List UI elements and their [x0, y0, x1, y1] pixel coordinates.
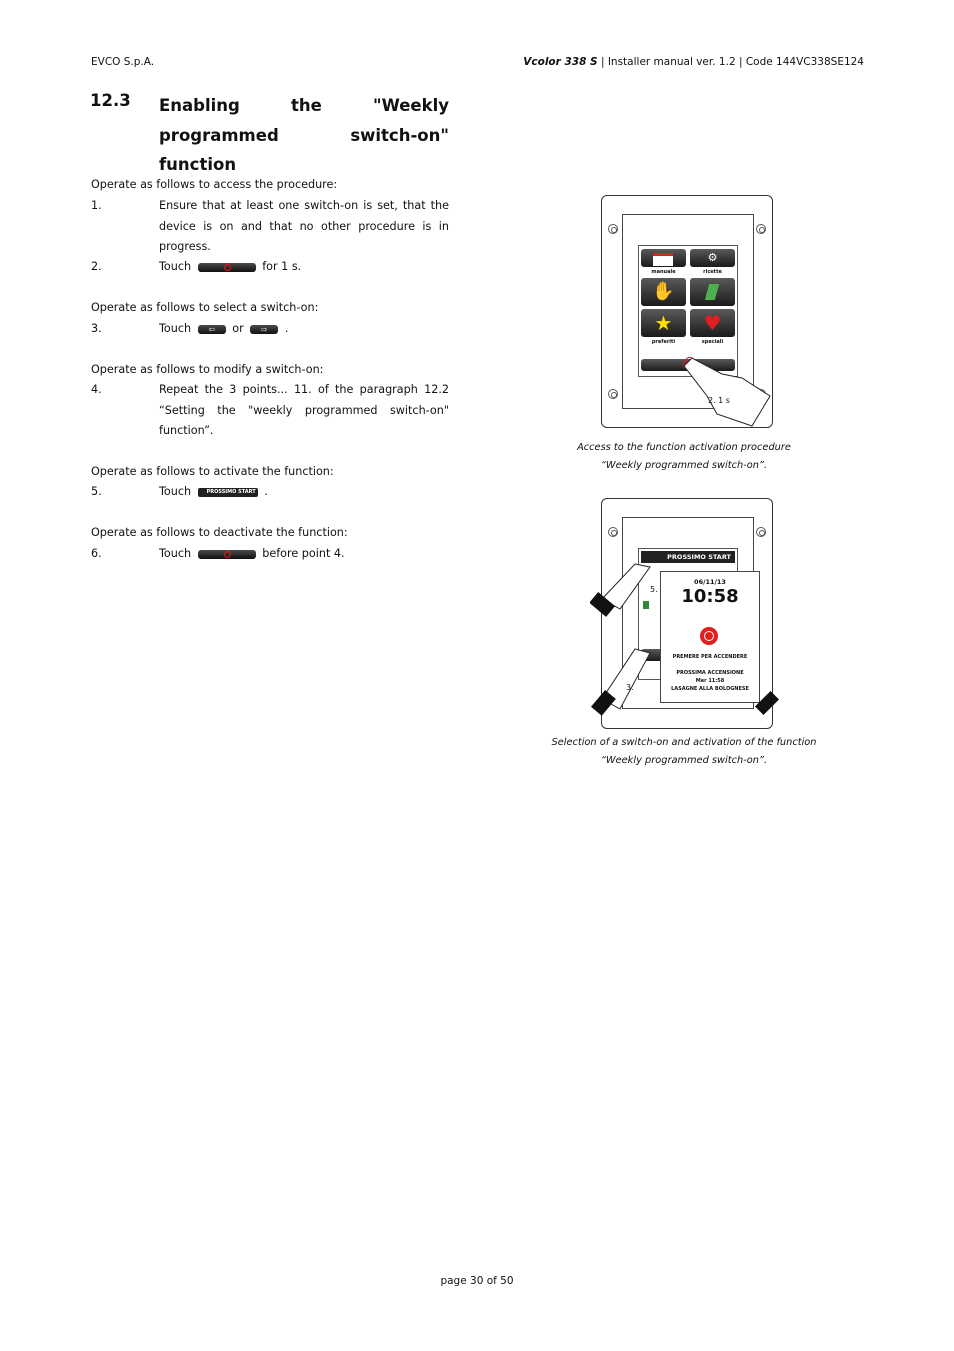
step-number: 2. — [91, 260, 102, 273]
modify-intro: Operate as follows to modify a switch-on: — [91, 363, 324, 376]
tile-label: manuale — [651, 269, 676, 275]
hand-icon: ✋ — [641, 278, 686, 306]
header-document-info — [523, 56, 864, 68]
step-text — [159, 319, 449, 340]
step-text — [159, 482, 449, 503]
step-or-label: or — [232, 322, 244, 335]
finger-press-icon — [590, 639, 660, 719]
arrow-left-icon: ⇦ — [198, 325, 226, 334]
step-text — [159, 257, 449, 278]
caption-line: “Weekly programmed switch-on”. — [600, 755, 768, 766]
access-intro: Operate as follows to access the procedure: — [91, 178, 338, 191]
step-text: Repeat the 3 points... 11. of the paragraph 12.2 “Setting the "weekly programmed switch-on" function”. — [159, 383, 449, 437]
section-number: 12.3 — [90, 91, 131, 110]
screw-icon — [756, 527, 766, 537]
deactivate-intro: Operate as follows to deactivate the function: — [91, 526, 348, 539]
calendar-icon — [641, 249, 686, 267]
activate-intro: Operate as follows to activate the function: — [91, 465, 334, 478]
step-end-label: . — [264, 485, 268, 498]
gear-icon: ⚙ — [690, 249, 735, 267]
screw-icon — [608, 389, 618, 399]
overlay-next-label: PROSSIMA ACCENSIONE — [676, 670, 744, 676]
step-touch-label: Touch — [159, 485, 192, 498]
step-after-label: before point 4. — [262, 547, 345, 560]
finger-press-icon — [682, 356, 772, 428]
step-number: 5. — [91, 485, 102, 498]
step-number: 6. — [91, 547, 102, 560]
section-title-word: the — [291, 96, 322, 115]
tile-label: speciali — [701, 339, 724, 345]
page-number: page 30 of 50 — [440, 1275, 514, 1287]
section-title — [159, 91, 449, 180]
caption-line: Selection of a switch-on and activation of the function — [551, 737, 817, 748]
step-number: 1. — [91, 199, 102, 212]
screw-icon — [756, 224, 766, 234]
overlay-press-text: PREMERE PER ACCENDERE — [672, 654, 748, 660]
step-after-label: for 1 s. — [262, 260, 302, 273]
screw-icon — [608, 527, 618, 537]
power-button-icon — [198, 263, 256, 272]
header-product: Vcolor 338 S — [523, 56, 598, 68]
heart-icon: ♥ — [690, 309, 735, 337]
header-company: EVCO S.p.A. — [91, 56, 155, 68]
figure-annotation: 2. 1 s — [708, 396, 730, 405]
power-button-icon — [198, 550, 256, 559]
prossimo-start-button: PROSSIMO START — [641, 551, 735, 563]
tile-label: preferiti — [651, 339, 676, 345]
figure-annotation: 5. — [650, 585, 658, 594]
step-touch-label: Touch — [159, 322, 192, 335]
overlay-date: 06/11/13 — [694, 578, 726, 586]
step-text: Ensure that at least one switch-on is set, that the device is on and that no other procedure is in progress. — [159, 199, 449, 253]
device-figure-2 — [601, 498, 773, 729]
select-intro: Operate as follows to select a switch-on: — [91, 301, 319, 314]
caption-line: Access to the function activation procedure — [577, 442, 791, 453]
step-end-label: . — [284, 322, 289, 335]
power-icon — [700, 627, 718, 645]
section-title-word: Enabling — [159, 96, 240, 115]
figure-caption — [534, 734, 834, 770]
figure-annotation: 3. — [626, 683, 634, 692]
header-manual-code: | Installer manual ver. 1.2 | Code 144VC338SE124 — [597, 56, 864, 68]
cleaning-icon — [690, 278, 735, 306]
overlay-next-time: Mer 11:58 — [695, 678, 725, 684]
prossimo-start-button-icon: PROSSIMO START — [198, 488, 258, 497]
section-title-word: switch-on" — [350, 125, 449, 145]
figure-caption — [534, 439, 834, 475]
step-touch-label: Touch — [159, 547, 192, 560]
overlay-clock: 10:58 — [681, 586, 739, 607]
caption-line: “Weekly programmed switch-on”. — [600, 460, 768, 471]
step-number: 3. — [91, 322, 102, 335]
device-figure-1 — [601, 195, 773, 428]
next-switch-on-screen — [660, 571, 760, 703]
overlay-recipe: LASAGNE ALLA BOLOGNESE — [671, 686, 749, 692]
star-icon: ★ — [641, 309, 686, 337]
section-title-word: function — [159, 155, 237, 174]
section-title-word: programmed — [159, 125, 279, 145]
screw-icon — [608, 224, 618, 234]
arrow-right-icon: ⇨ — [250, 325, 278, 334]
tile-label: ricette — [703, 269, 722, 275]
step-touch-label: Touch — [159, 260, 192, 273]
step-text — [159, 544, 449, 565]
step-number: 4. — [91, 383, 102, 396]
section-title-word: "Weekly — [373, 96, 449, 115]
finger-press-icon — [752, 689, 782, 719]
